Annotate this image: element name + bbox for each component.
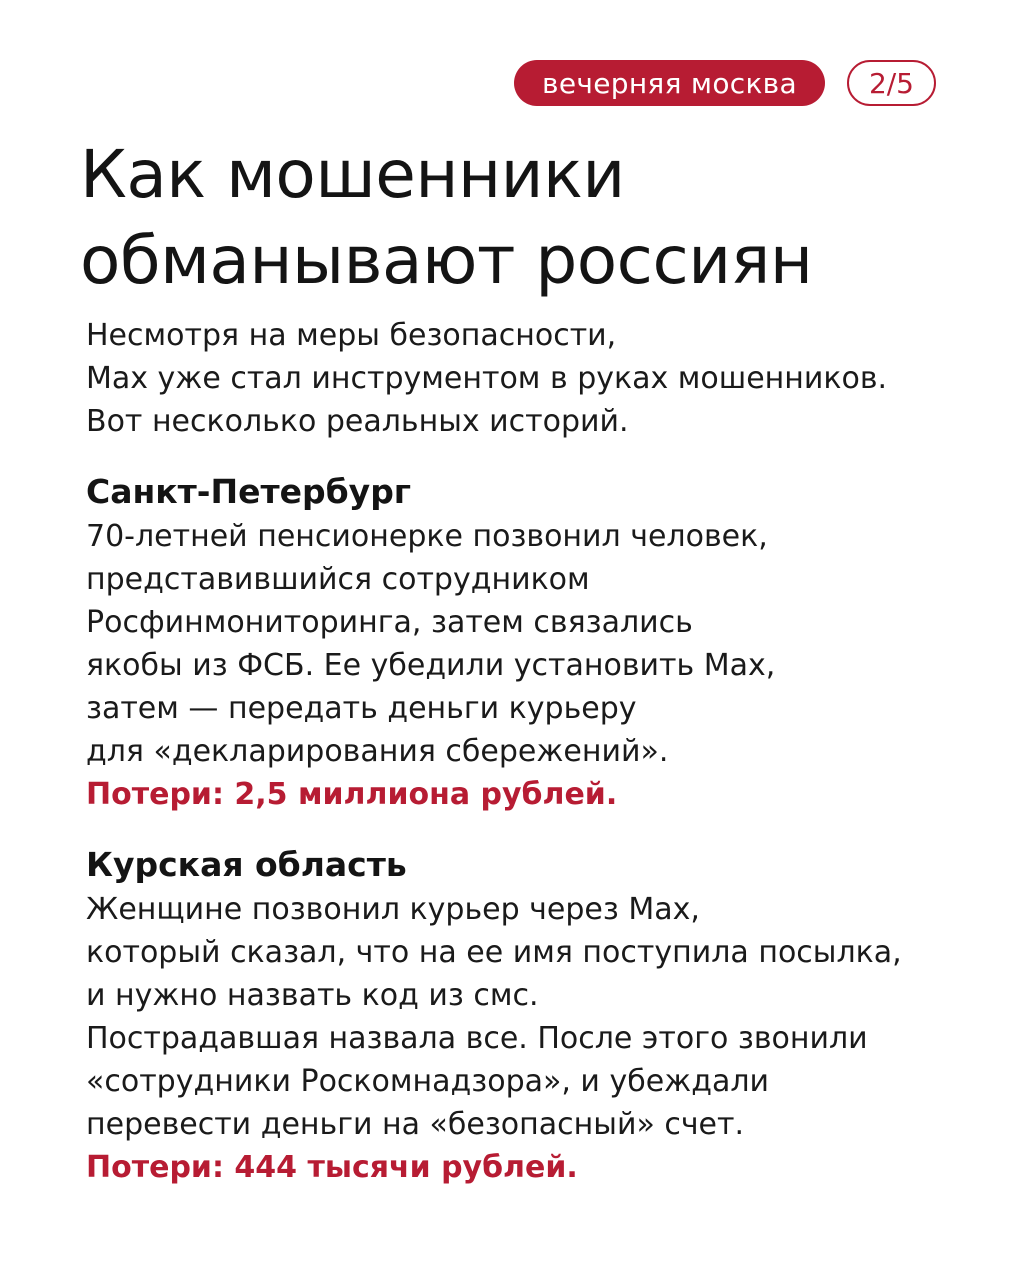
- section-line: перевести деньги на «безопасный» счет.: [86, 1107, 745, 1142]
- section-saint-petersburg: [86, 469, 966, 816]
- article-body: [86, 314, 966, 1189]
- intro-paragraph: [86, 314, 966, 443]
- section-line: якобы из ФСБ. Ее убедили установить Max,: [86, 648, 776, 683]
- intro-line: Вот несколько реальных историй.: [86, 404, 629, 439]
- section-line: Женщине позвонил курьер через Max,: [86, 892, 700, 927]
- section-heading: Санкт-Петербург: [86, 472, 412, 511]
- page-title: [80, 132, 960, 304]
- section-line: и нужно назвать код из смс.: [86, 978, 539, 1013]
- section-line: представившийся сотрудником: [86, 562, 590, 597]
- section-heading: Курская область: [86, 845, 407, 884]
- brand-badge: вечерняя москва: [514, 60, 825, 106]
- title-line-2: обманывают россиян: [80, 222, 813, 299]
- section-line: 70-летней пенсионерке позвонил человек,: [86, 519, 768, 554]
- intro-line: Несмотря на меры безопасности,: [86, 318, 617, 353]
- section-line: затем — передать деньги курьеру: [86, 691, 637, 726]
- page-indicator: 2/5: [847, 60, 936, 106]
- section-kursk-region: [86, 842, 966, 1189]
- title-line-1: Как мошенники: [80, 136, 625, 213]
- section-line: для «декларирования сбережений».: [86, 734, 669, 769]
- section-line: Росфинмониторинга, затем связались: [86, 605, 693, 640]
- intro-line: Max уже стал инструментом в руках мошенников.: [86, 361, 888, 396]
- section-line: «сотрудники Роскомнадзора», и убеждали: [86, 1064, 769, 1099]
- section-line: Пострадавшая назвала все. После этого звонили: [86, 1021, 868, 1056]
- loss-amount: Потери: 2,5 миллиона рублей.: [86, 777, 618, 812]
- header: [514, 60, 936, 106]
- section-line: который сказал, что на ее имя поступила посылка,: [86, 935, 902, 970]
- loss-amount: Потери: 444 тысячи рублей.: [86, 1150, 578, 1185]
